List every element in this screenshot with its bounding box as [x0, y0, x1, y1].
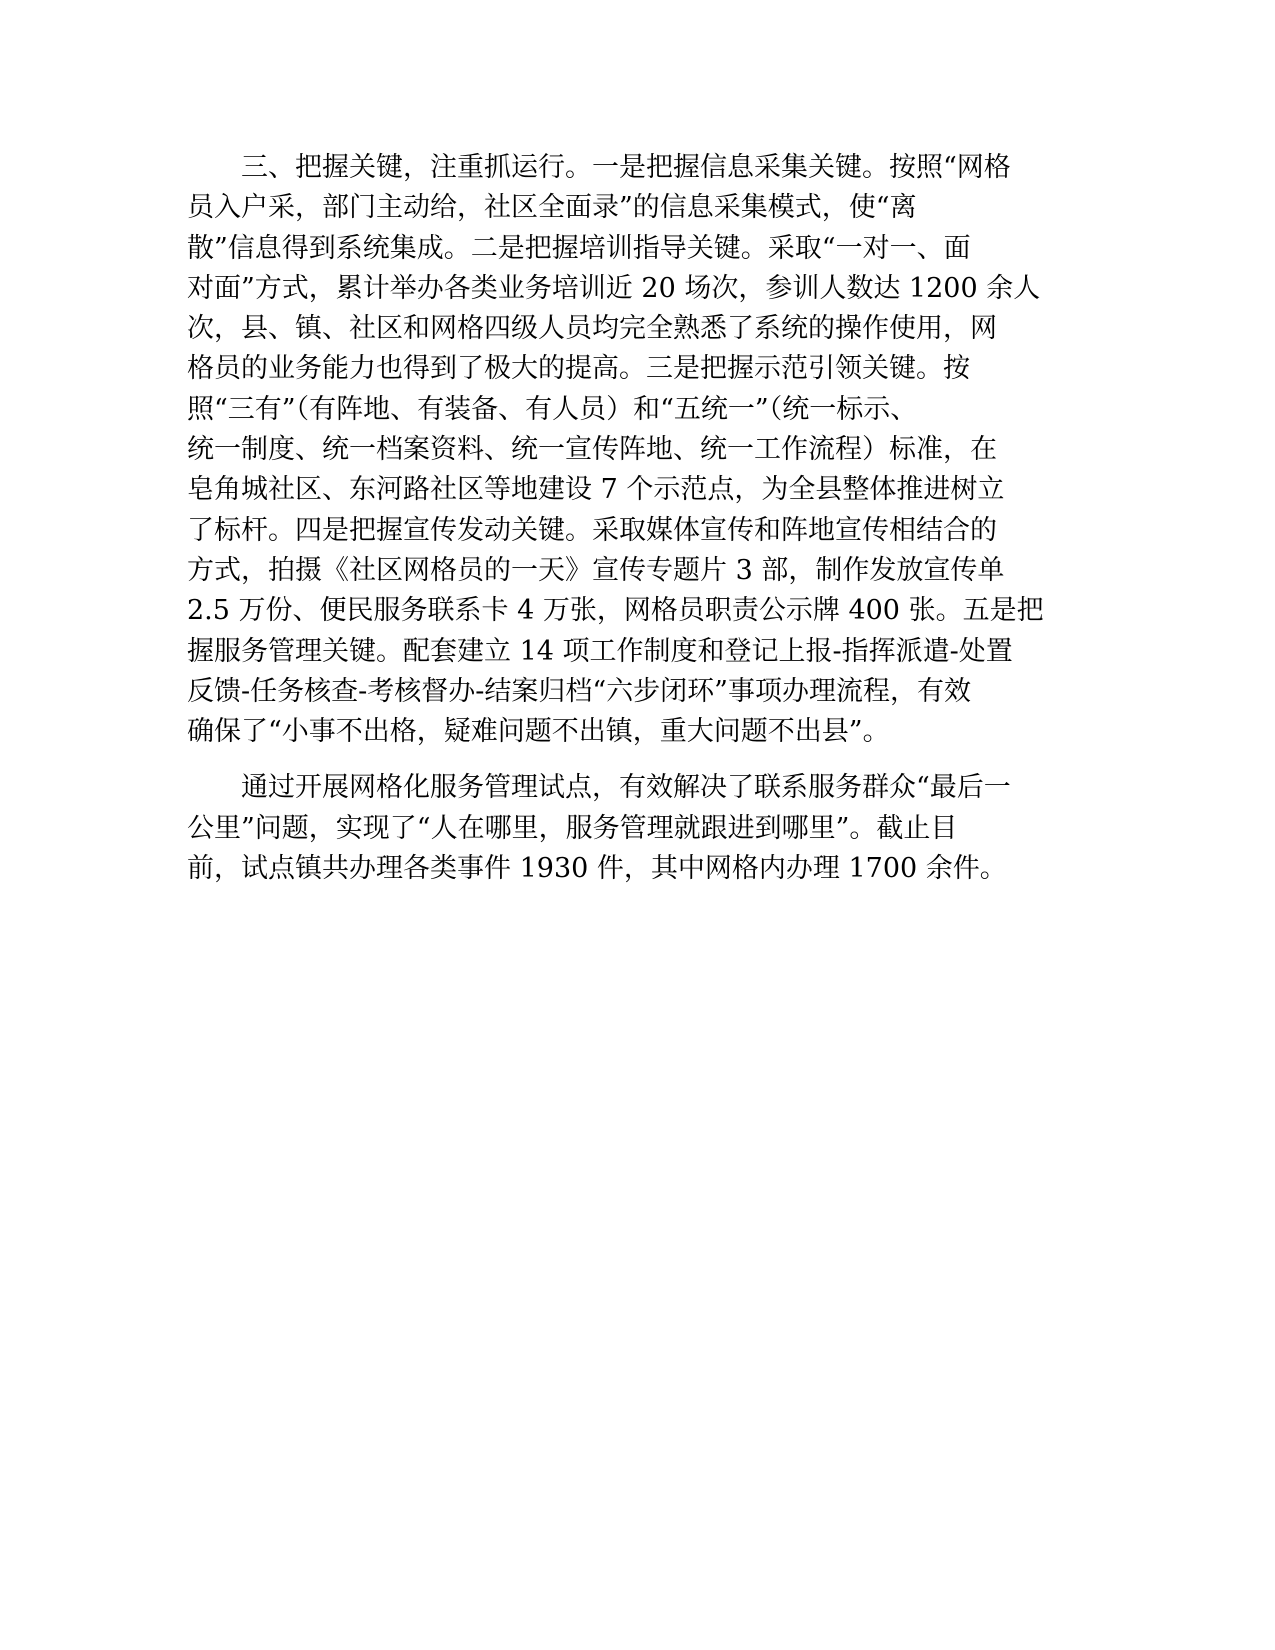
- text-line: 三、把握关键，注重抓运行。一是把握信息采集关键。按照“网格: [187, 152, 1011, 183]
- document-body: [187, 148, 1087, 889]
- paragraph-grid-management-key-points: [187, 148, 1087, 752]
- text-line: 员入户采，部门主动给，社区全面录”的信息采集模式，使“离: [187, 192, 917, 224]
- text-line: 确保了“小事不出格，疑难问题不出镇，重大问题不出县”。: [187, 716, 890, 748]
- text-line: 散”信息得到系统集成。二是把握培训指导关键。采取“一对一、面: [187, 232, 971, 264]
- text-line: 照“三有”（有阵地、有装备、有人员）和“五统一”（统一标示、: [187, 393, 918, 425]
- text-line: 握服务管理关键。配套建立 14 项工作制度和登记上报-指挥派遣-处置: [187, 635, 1013, 667]
- text-line: 2.5 万份、便民服务联系卡 4 万张，网格员职责公示牌 400 张。五是把: [187, 595, 1044, 627]
- text-line: 前，试点镇共办理各类事件 1930 件，其中网格内办理 1700 余件。: [187, 853, 1007, 885]
- text-line: 通过开展网格化服务管理试点，有效解决了联系服务群众“最后一: [187, 772, 1011, 804]
- text-line: 统一制度、统一档案资料、统一宣传阵地、统一工作流程）标准，在: [187, 434, 997, 466]
- text-line: 次，县、镇、社区和网格四级人员均完全熟悉了系统的操作使用，网: [187, 313, 997, 345]
- text-line: 反馈-任务核查-考核督办-结案归档“六步闭环”事项办理流程，有效: [187, 675, 971, 707]
- text-line: 格员的业务能力也得到了极大的提高。三是把握示范引领关键。按: [187, 353, 970, 385]
- text-line: 对面”方式，累计举办各类业务培训近 20 场次，参训人数达 1200 余人: [187, 272, 1041, 304]
- paragraph-spacing: [187, 752, 1087, 768]
- text-line: 了标杆。四是把握宣传发动关键。采取媒体宣传和阵地宣传相结合的: [187, 514, 997, 546]
- text-line: 皂角城社区、东河路社区等地建设 7 个示范点，为全县整体推进树立: [187, 474, 1005, 506]
- text-line: 公里”问题，实现了“人在哪里，服务管理就跟进到哪里”。截止目: [187, 812, 958, 844]
- text-line: 方式，拍摄《社区网格员的一天》宣传专题片 3 部，制作发放宣传单: [187, 554, 1005, 586]
- paragraph-pilot-results: [187, 768, 1087, 889]
